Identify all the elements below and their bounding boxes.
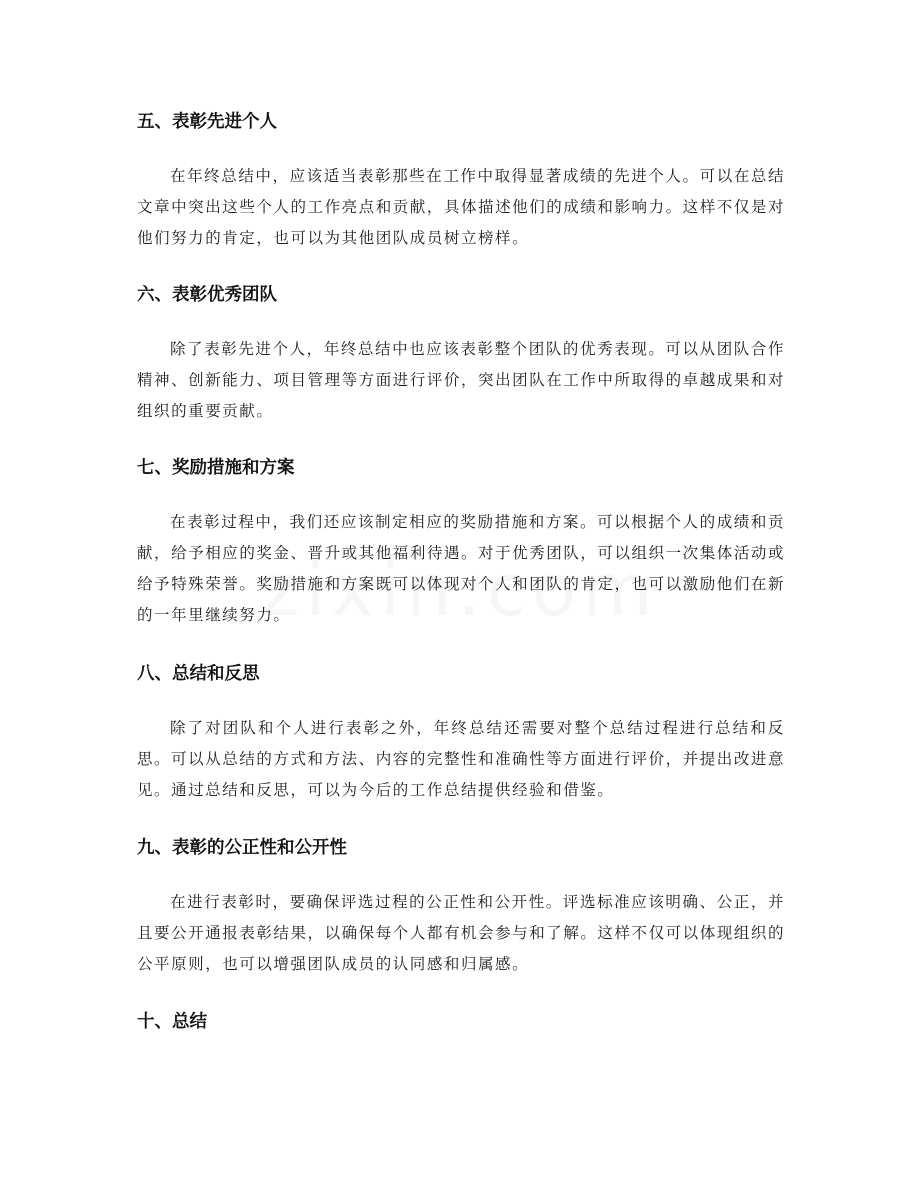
section-heading: 六、表彰优秀团队 xyxy=(137,285,277,305)
section-heading: 十、总结 xyxy=(137,1012,207,1032)
section-7 xyxy=(137,456,785,631)
section-paragraph: 在进行表彰时，要确保评选过程的公正性和公开性。评选标准应该明确、公正，并且要公开通报表彰结果，以确保每个人都有机会参与和了解。这样不仅可以体现组织的公平原则，也可以增强团队成员的认同感和归属感。 xyxy=(137,893,785,973)
section-paragraph: 在年终总结中，应该适当表彰那些在工作中取得显著成绩的先进个人。可以在总结文章中突出这些个人的工作亮点和贡献，具体描述他们的成绩和影响力。这样不仅是对他们努力的肯定，也可以为其他团队成员树立榜样。 xyxy=(137,167,785,247)
section-9 xyxy=(137,836,785,980)
section-heading: 八、总结和反思 xyxy=(137,664,260,684)
section-paragraph: 除了表彰先进个人，年终总结中也应该表彰整个团队的优秀表现。可以从团队合作精神、创新能力、项目管理等方面进行评价，突出团队在工作中所取得的卓越成果和对组织的重要贡献。 xyxy=(137,340,785,420)
section-paragraph: 在表彰过程中，我们还应该制定相应的奖励措施和方案。可以根据个人的成绩和贡献，给予相应的奖金、晋升或其他福利待遇。对于优秀团队，可以组织一次集体活动或给予特殊荣誉。奖励措施和方案既可以体现对个人和团队的肯定，也可以激励他们在新的一年里继续努力。 xyxy=(137,513,785,624)
section-heading: 五、表彰先进个人 xyxy=(137,112,277,132)
section-heading: 九、表彰的公正性和公开性 xyxy=(137,838,347,858)
section-6 xyxy=(137,283,785,427)
section-8 xyxy=(137,662,785,806)
section-heading: 七、奖励措施和方案 xyxy=(137,458,295,478)
section-paragraph: 除了对团队和个人进行表彰之外，年终总结还需要对整个总结过程进行总结和反思。可以从总结的方式和方法、内容的完整性和准确性等方面进行评价，并提出改进意见。通过总结和反思，可以为今后的工作总结提供经验和借鉴。 xyxy=(137,719,785,799)
section-10 xyxy=(137,1010,785,1034)
section-5 xyxy=(137,110,785,254)
